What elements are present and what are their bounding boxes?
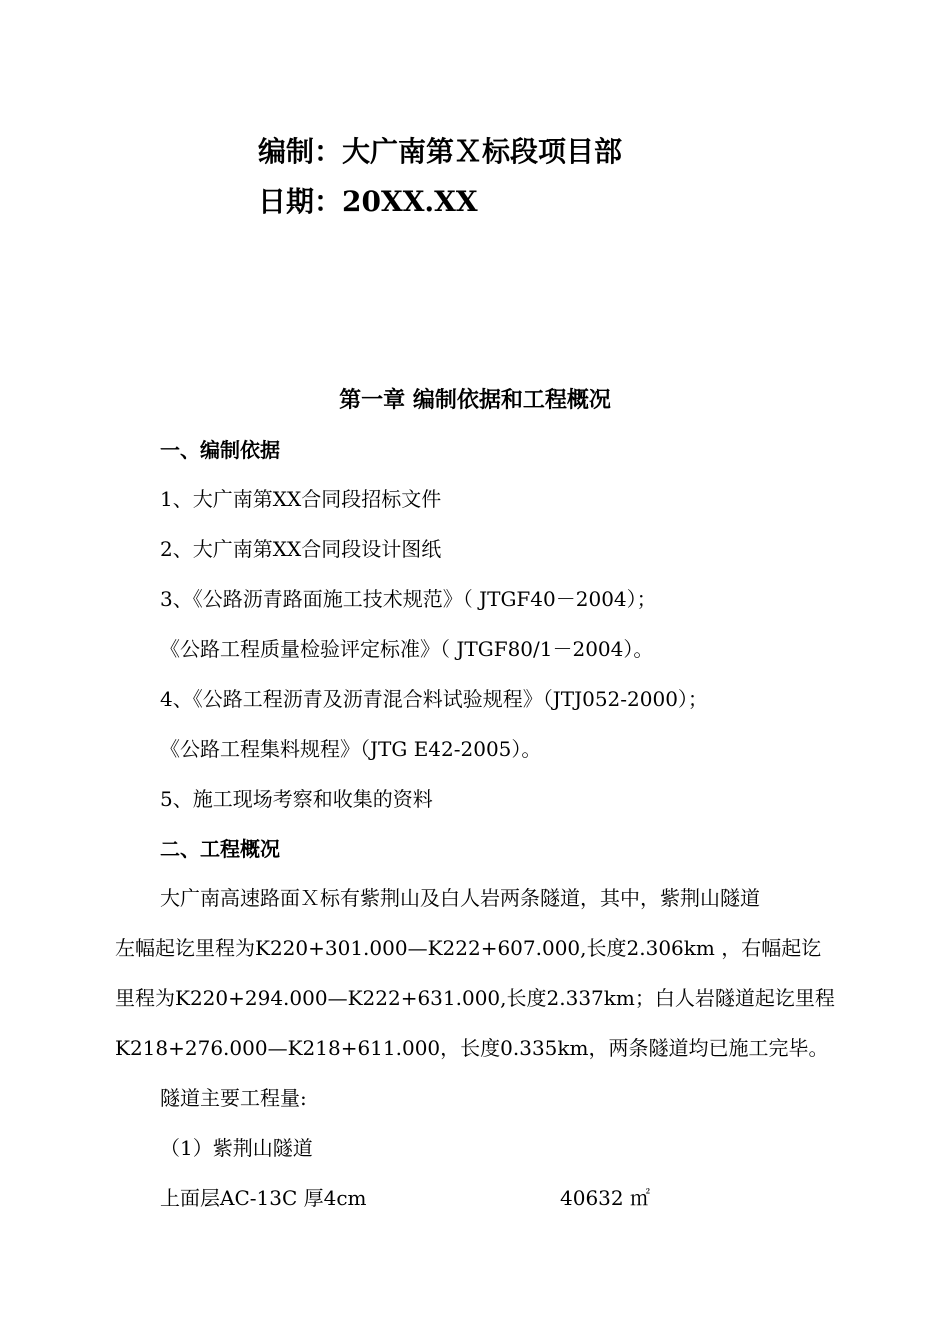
quantities-label: 隧道主要工程量: [160,1086,307,1110]
basis-item-1: 1、大广南第XX合同段招标文件 [160,487,442,511]
section-heading-basis: 一、编制依据 [160,438,280,462]
overview-paragraph-line-2: 左幅起讫里程为K220+301.000—K222+607.000,长度2.306km ，右幅起讫 [115,936,822,960]
basis-item-5: 5、施工现场考察和收集的资料 [160,787,433,811]
chapter-title: 第一章 编制依据和工程概况 [339,387,611,413]
basis-item-3: 3、《公路沥青路面施工技术规范》（ JTGF40－2004）； [160,587,657,611]
basis-item-4: 4、《公路工程沥青及沥青混合料试验规程》（JTJ052-2000）； [160,687,708,711]
tunnel-label: （1）紫荆山隧道 [160,1136,313,1160]
overview-paragraph-line-1: 大广南高速路面Ｘ标有紫荆山及白人岩两条隧道，其中，紫荆山隧道 [160,886,760,910]
quantity-value: 40632 ㎡ [560,1186,650,1210]
cover-compiler: 编制：大广南第Ｘ标段项目部 [258,135,623,168]
overview-paragraph-line-4: K218+276.000—K218+611.000，长度0.335km，两条隧道均已施工完毕。 [115,1036,829,1060]
section-heading-overview: 二、工程概况 [160,837,280,861]
basis-item-2: 2、大广南第XX合同段设计图纸 [160,537,442,561]
basis-item-4-cont: 《公路工程集料规程》（JTG E42-2005）。 [160,737,542,761]
quantity-item: 上面层AC-13C 厚4cm [160,1186,367,1210]
basis-item-3-cont: 《公路工程质量检验评定标准》（ JTGF80/1－2004）。 [160,637,654,661]
overview-paragraph-line-3: 里程为K220+294.000—K222+631.000,长度2.337km；白人岩隧道起讫里程 [115,986,835,1010]
cover-date: 日期：20XX.XX [258,185,478,218]
